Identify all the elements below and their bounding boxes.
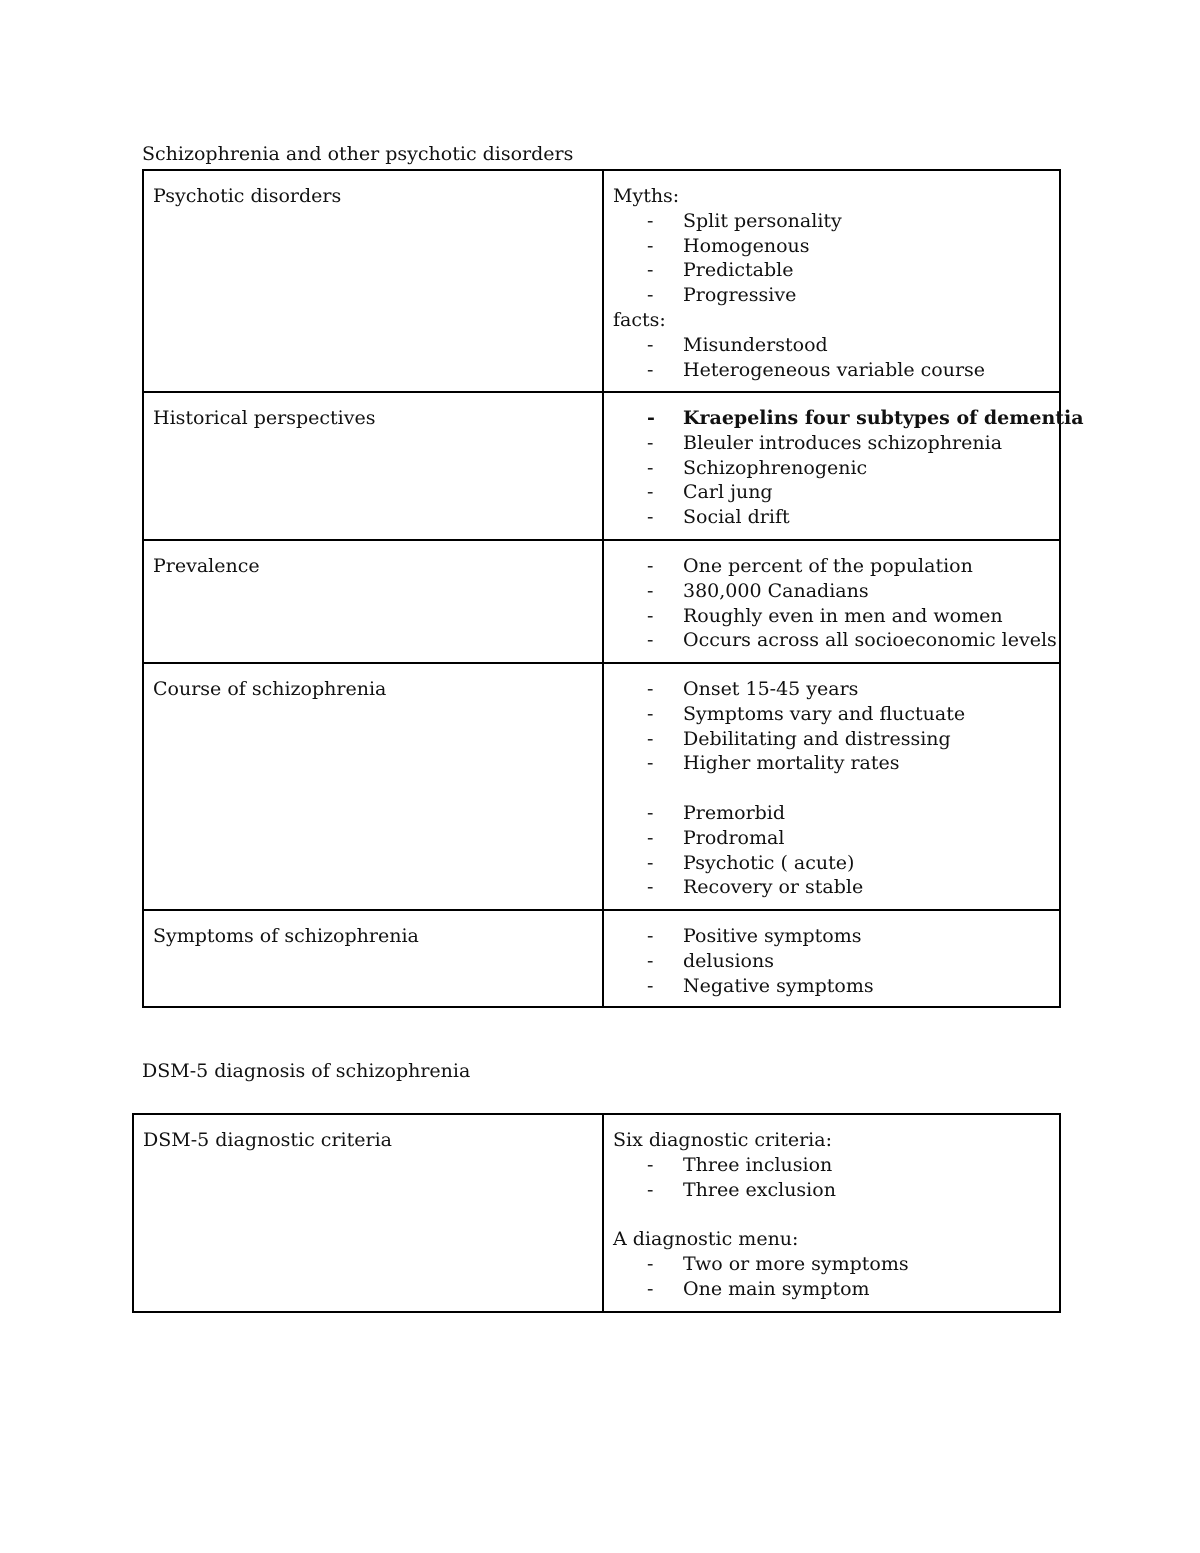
notes-cell: [603, 540, 1060, 663]
topic-cell: [143, 170, 603, 392]
topic-cell: [133, 1114, 603, 1312]
topic-label: Course of schizophrenia: [153, 678, 387, 700]
list-item: - Roughly even in men and women: [613, 604, 1051, 629]
topic-label: Psychotic disorders: [153, 185, 342, 207]
topic-label: DSM-5 diagnostic criteria: [143, 1129, 392, 1151]
course-list: [613, 677, 1051, 776]
list-item: - Two or more symptoms: [613, 1252, 1051, 1277]
list-item: - Onset 15-45 years: [613, 677, 1051, 702]
list-item: - Symptoms vary and fluctuate: [613, 702, 1051, 727]
table-row: [143, 170, 1060, 392]
list-item: - Higher mortality rates: [613, 751, 1051, 776]
list-item: - Misunderstood: [613, 333, 1051, 358]
table-row: [143, 910, 1060, 1007]
facts-list: [613, 333, 1051, 383]
topic-cell: [143, 910, 603, 1007]
notes-table: [142, 169, 1084, 1008]
list-item: - Kraepelins four subtypes of dementia: [613, 406, 1051, 431]
table-row: [143, 663, 1060, 910]
list-item: - Schizophrenogenic: [613, 456, 1051, 481]
list-item: - Occurs across all socioeconomic levels: [613, 628, 1051, 653]
list-item: - delusions: [613, 949, 1051, 974]
criteria-label: Six diagnostic criteria:: [613, 1129, 832, 1151]
topic-cell: [143, 540, 603, 663]
menu-list: [613, 1252, 1051, 1302]
list-item: - Debilitating and distressing: [613, 727, 1051, 752]
myths-list: [613, 209, 1051, 308]
prevalence-list: [613, 554, 1057, 653]
list-item: - One main symptom: [613, 1277, 1051, 1302]
notes-cell: [603, 663, 1060, 910]
criteria-list: [613, 1153, 1051, 1203]
list-item: - Carl jung: [613, 480, 1051, 505]
notes-cell: [603, 1114, 1060, 1312]
phases-list: [613, 801, 1051, 900]
list-item: - Prodromal: [613, 826, 1051, 851]
list-item: - Split personality: [613, 209, 1051, 234]
table-row: [133, 1114, 1060, 1312]
topic-cell: [143, 663, 603, 910]
list-item: - Psychotic ( acute): [613, 851, 1051, 876]
facts-label: facts:: [613, 308, 666, 331]
topic-cell: [143, 392, 603, 540]
list-item: - Recovery or stable: [613, 875, 1051, 900]
section-title: DSM-5 diagnosis of schizophrenia: [142, 1060, 471, 1082]
list-item: - Negative symptoms: [613, 974, 1051, 999]
list-item: - Progressive: [613, 283, 1051, 308]
list-item: - Positive symptoms: [613, 924, 1051, 949]
notes-cell: [603, 170, 1060, 392]
list-item: - One percent of the population: [613, 554, 1051, 579]
list-item: - Bleuler introduces schizophrenia: [613, 431, 1051, 456]
table-row: [143, 392, 1060, 540]
list-item: - Social drift: [613, 505, 1051, 530]
topic-label: Symptoms of schizophrenia: [153, 925, 419, 947]
history-list: [613, 406, 1084, 530]
list-item: - 380,000 Canadians: [613, 579, 1051, 604]
list-item: - Heterogeneous variable course: [613, 358, 1051, 383]
list-item: - Premorbid: [613, 801, 1051, 826]
section-title: Schizophrenia and other psychotic disorders: [142, 143, 574, 165]
notes-cell: [603, 392, 1084, 540]
topic-label: Historical perspectives: [153, 407, 376, 429]
list-item: - Predictable: [613, 258, 1051, 283]
list-item: - Homogenous: [613, 234, 1051, 259]
topic-label: Prevalence: [153, 555, 260, 577]
myths-label: Myths:: [613, 185, 680, 207]
list-item: - Three exclusion: [613, 1178, 1051, 1203]
table-row: [143, 540, 1060, 663]
list-item: - Three inclusion: [613, 1153, 1051, 1178]
dsm-table: [132, 1113, 1061, 1313]
symptoms-list: [613, 924, 1051, 998]
notes-cell: [603, 910, 1060, 1007]
menu-label: A diagnostic menu:: [613, 1228, 799, 1251]
